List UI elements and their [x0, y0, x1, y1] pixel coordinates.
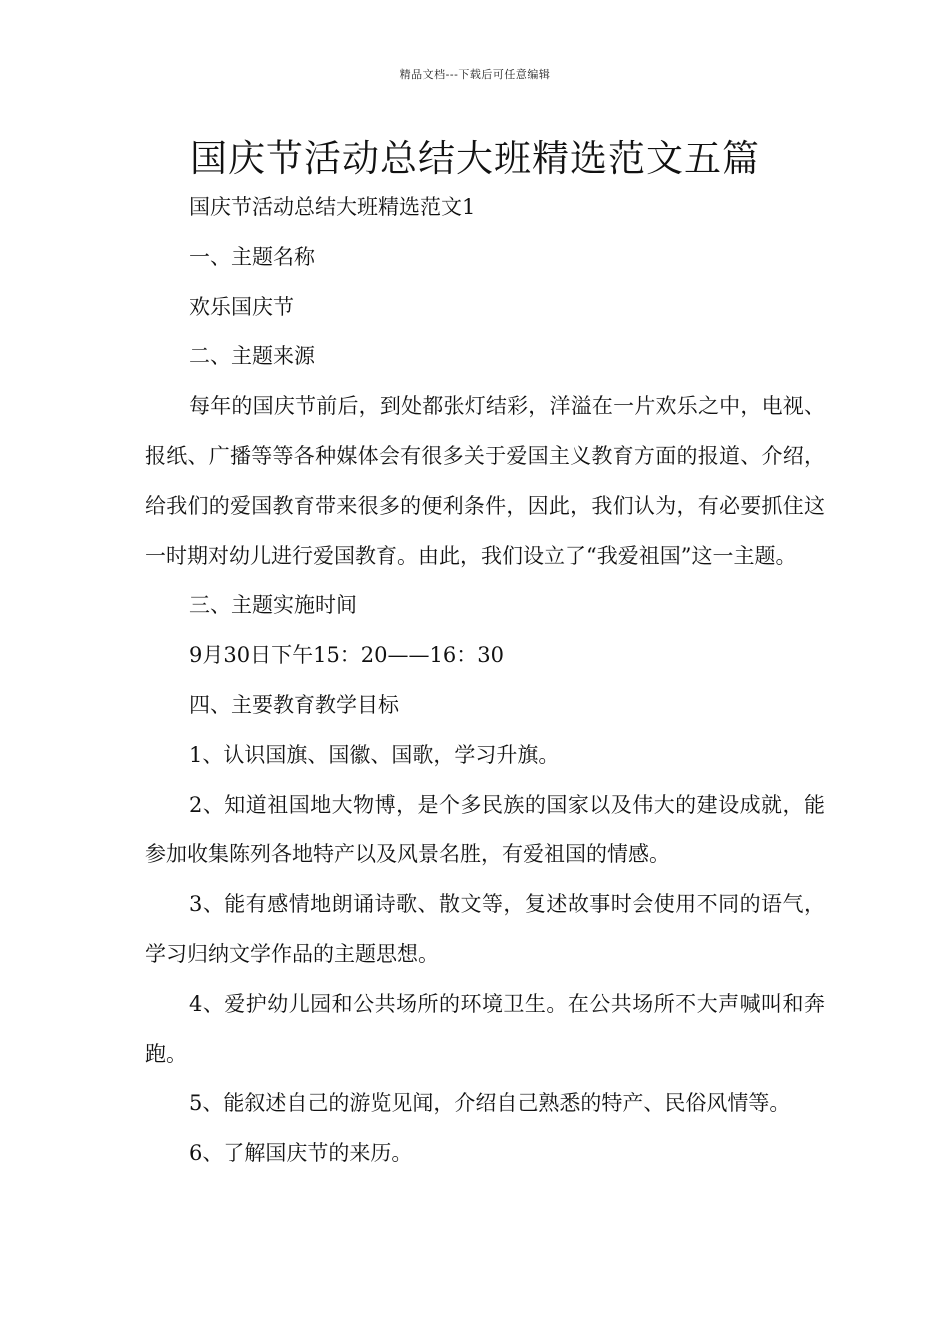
goal-item-6: 6、了解国庆节的来历。 — [189, 1141, 413, 1166]
document-title: 国庆节活动总结大班精选范文五篇 — [190, 137, 760, 180]
section-heading-2: 二、主题来源 — [189, 344, 315, 369]
goal-item-2: 2、知道祖国地大物博，是个多民族的国家以及伟大的建设成就，能参加收集陈列各地特产以及风景名胜，有爱祖国的情感。 — [145, 792, 825, 867]
goal-item-4: 4、爱护幼儿园和公共场所的环境卫生。在公共场所不大声喊叫和奔跑。 — [145, 991, 825, 1066]
paragraph-theme-source: 每年的国庆节前后，到处都张灯结彩，洋溢在一片欢乐之中，电视、报纸、广播等等各种媒体会有很多关于爱国主义教育方面的报道、介绍，给我们的爱国教育带来很多的便利条件，因此，我们认为，有必要抓住这一时期对幼儿进行爱国教育。由此，我们设立了“我爱祖国”这一主题。 — [145, 394, 825, 568]
goal-item-5: 5、能叙述自己的游览见闻，介绍自己熟悉的特产、民俗风情等。 — [189, 1091, 791, 1116]
goal-item-1: 1、认识国旗、国徽、国歌，学习升旗。 — [189, 742, 560, 767]
section-heading-4: 四、主要教育教学目标 — [189, 692, 399, 717]
goal-item-3: 3、能有感情地朗诵诗歌、散文等，复述故事时会使用不同的语气，学习归纳文学作品的主题思想。 — [145, 892, 825, 966]
section-heading-3: 三、主题实施时间 — [189, 593, 357, 618]
header-note: 精品文档---下载后可任意编辑 — [399, 68, 551, 81]
document-body — [145, 183, 825, 1179]
paragraph-subtitle: 国庆节活动总结大班精选范文1 — [189, 195, 476, 219]
section-heading-1: 一、主题名称 — [189, 244, 315, 269]
paragraph-theme-name: 欢乐国庆节 — [189, 294, 294, 319]
paragraph-time: 9月30日下午15：20——16：30 — [189, 643, 504, 668]
